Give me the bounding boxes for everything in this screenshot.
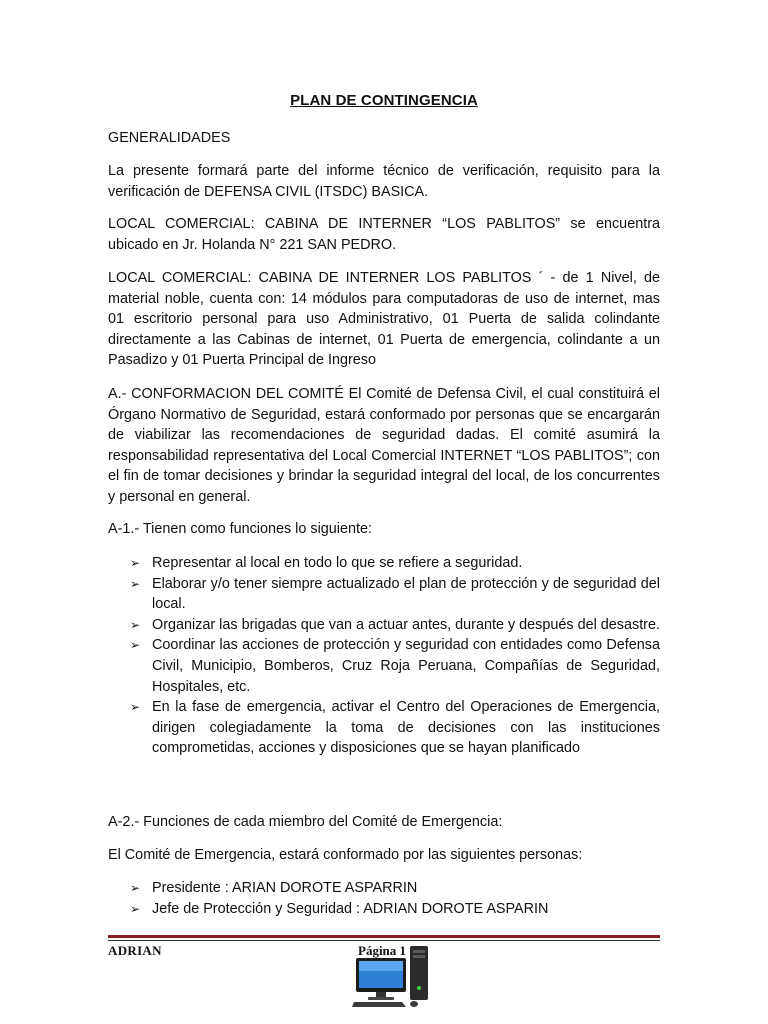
arrow-bullet-icon: ➢ [130,700,141,715]
list-item: ➢ Jefe de Protección y Seguridad : ADRIAN DOROTE ASPARIN [108,899,660,920]
arrow-bullet-icon: ➢ [130,576,141,591]
list-item: ➢ Presidente : ARIAN DOROTE ASPARRIN [108,878,660,899]
section-heading: GENERALIDADES [108,130,231,146]
members-list [108,878,660,919]
paragraph-a1: A-1.- Tienen como funciones lo siguiente: [108,521,372,537]
arrow-bullet-icon: ➢ [130,901,141,916]
paragraph-intro: La presente formará parte del informe técnico de verificación, requisito para la verificación de DEFENSA CIVIL (ITSDC) BASICA. [108,163,660,200]
arrow-bullet-icon: ➢ [130,881,141,895]
functions-list [108,553,660,759]
paragraph-committee-formation: A.- CONFORMACION DEL COMITÉ El Comité de Defensa Civil, el cual constituirá el Órgano Normativo de Seguridad, estará conformado por personas que se encargarán de viabilizar las recomendaciones de seguridad dadas. El comité asumirá la responsabilidad representativa del Local Comercial INTERNET “LOS PABLITOS”; con el fin de tomar decisiones y brindar la seguridad integral del local, de los concurrentes y personal en general. [108,386,660,505]
arrow-bullet-icon: ➢ [130,617,141,632]
footer-rule-thin [108,940,660,941]
list-item: ➢ En la fase de emergencia, activar el Centro del Operaciones de Emergencia, dirigen colegiadamente la toma de decisiones con las instituciones comprometidas, acciones y disposiciones que se hayan planificado [130,699,660,757]
paragraph-description: LOCAL COMERCIAL: CABINA DE INTERNER LOS PABLITOS ´ - de 1 Nivel, de material noble, cuenta con: 14 módulos para computadoras de uso de internet, mas 01 escritorio personal para uso Administrativo, 01 Puerta de salida colindante directamente a las Cabinas de internet, 01 Puerta de emergencia, colindante a un Pasadizo y 01 Puerta Principal de Ingreso [108,270,660,369]
list-item: ➢ Representar al local en todo lo que se refiere a seguridad. [108,553,660,574]
document-title: PLAN DE CONTINGENCIA [290,92,478,109]
paragraph-committee-members: El Comité de Emergencia, estará conformado por las siguientes personas: [108,847,583,863]
list-item: ➢ Organizar las brigadas que van a actuar antes, durante y después del desastre. [108,615,660,636]
paragraph-location: LOCAL COMERCIAL: CABINA DE INTERNER “LOS PABLITOS” se encuentra ubicado en Jr. Holanda N° 221 SAN PEDRO. [108,216,660,253]
list-item: ➢ Elaborar y/o tener siempre actualizado el plan de protección y de seguridad del local. [130,575,660,613]
footer-rule [108,935,660,938]
footer-author: ADRIAN [108,943,162,958]
paragraph-a2: A-2.- Funciones de cada miembro del Comité de Emergencia: [108,814,503,830]
footer-page-number: Página 1 [358,943,407,958]
arrow-bullet-icon: ➢ [130,556,141,570]
arrow-bullet-icon: ➢ [130,638,141,653]
list-item: ➢ Coordinar las acciones de protección y seguridad con entidades como Defensa Civil, Municipio, Bomberos, Cruz Roja Peruana, Compañías de Seguridad, Hospitales, etc. [130,637,660,695]
